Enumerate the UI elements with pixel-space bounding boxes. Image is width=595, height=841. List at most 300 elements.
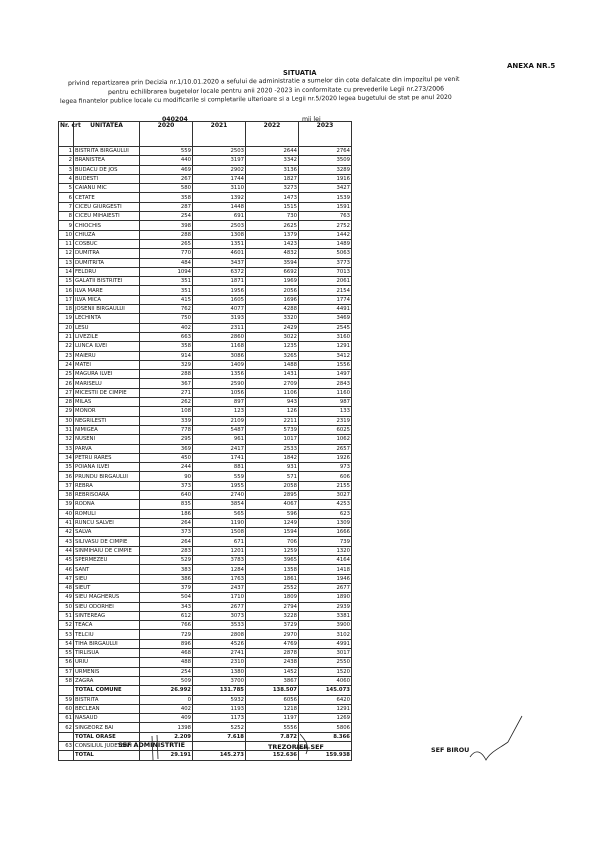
row-unit-name: MARISELU [74,379,140,388]
row-value-2023: 6025 [299,425,352,434]
row-value-2023: 2550 [299,658,352,667]
row-value-2023: 8.366 [299,732,352,741]
row-unit-name: TOTAL ORASE [74,732,140,741]
row-number: 45 [59,556,74,565]
row-value-2021: 2740 [193,490,246,499]
row-value-2021: 897 [193,398,246,407]
row-value-2021: 1351 [193,239,246,248]
row-number: 57 [59,667,74,676]
row-unit-name: BRANISTEA [74,156,140,165]
row-value-2021: 6372 [193,267,246,276]
row-unit-name: LESU [74,323,140,332]
row-unit-name: SANT [74,565,140,574]
col-2023: 2023 [299,122,352,147]
row-value-2021: 1193 [193,704,246,713]
row-value-2021: 1409 [193,360,246,369]
row-value-2022: 5556 [246,723,299,732]
row-value-2022: 1827 [246,174,299,183]
row-number: 36 [59,472,74,481]
row-value-2023: 1926 [299,453,352,462]
row-number: 63 [59,742,74,751]
row-value-2023: 2843 [299,379,352,388]
row-value-2022: 2211 [246,416,299,425]
row-number: 46 [59,565,74,574]
row-value-2020: 351 [140,277,193,286]
row-number: 11 [59,239,74,248]
row-number: 61 [59,714,74,723]
row-number: 10 [59,230,74,239]
row-unit-name: MAIERU [74,351,140,360]
row-value-2022: 1842 [246,453,299,462]
row-value-2023: 2657 [299,444,352,453]
row-value-2021: 2417 [193,444,246,453]
row-unit-name: CAIANU MIC [74,184,140,193]
row-value-2023: 1309 [299,518,352,527]
row-unit-name: NEGRILESTI [74,416,140,425]
row-value-2020: 373 [140,528,193,537]
row-value-2020: 1398 [140,723,193,732]
row-number: 12 [59,249,74,258]
row-number: 41 [59,518,74,527]
row-value-2021: 1168 [193,342,246,351]
row-value-2022: 1696 [246,295,299,304]
row-unit-name: DUMITRA [74,249,140,258]
row-value-2023: 1774 [299,295,352,304]
row-value-2022: 1379 [246,230,299,239]
row-value-2020: 265 [140,239,193,248]
row-value-2021: 1356 [193,370,246,379]
row-value-2022: 6692 [246,267,299,276]
signature-mark-left [152,735,158,760]
row-number: 37 [59,481,74,490]
row-value-2021: 1744 [193,174,246,183]
row-value-2023: 133 [299,407,352,416]
row-unit-name: ILVA MARE [74,286,140,295]
row-value-2022: 4067 [246,500,299,509]
row-value-2021: 2311 [193,323,246,332]
row-unit-name: PETRU RARES [74,453,140,462]
row-value-2023: 606 [299,472,352,481]
row-value-2022: 4832 [246,249,299,258]
row-unit-name: SIEU [74,574,140,583]
row-value-2020: 509 [140,676,193,685]
row-unit-name: SIEUT [74,583,140,592]
row-value-2023: 3027 [299,490,352,499]
row-number: 19 [59,314,74,323]
row-value-2021: 1284 [193,565,246,574]
row-value-2023: 159.938 [299,751,352,760]
row-number: 53 [59,630,74,639]
col-2021: 2021 [193,122,246,147]
row-value-2022: 1017 [246,435,299,444]
row-value-2021: 7.618 [193,732,246,741]
row-value-2022: 2429 [246,323,299,332]
row-value-2022: 931 [246,463,299,472]
row-value-2022: 4769 [246,639,299,648]
col-nr: Nr. crt [59,122,74,147]
row-value-2022: 3228 [246,611,299,620]
row-value-2022: 730 [246,212,299,221]
row-value-2022: 571 [246,472,299,481]
row-number: 22 [59,342,74,351]
row-value-2022: 2438 [246,658,299,667]
row-value-2021: 1056 [193,388,246,397]
row-unit-name: SPERMEZEU [74,556,140,565]
row-value-2020: 504 [140,593,193,602]
row-value-2021: 2310 [193,658,246,667]
row-value-2023: 1497 [299,370,352,379]
row-value-2020: 386 [140,574,193,583]
row-number: 43 [59,537,74,546]
row-number: 25 [59,370,74,379]
row-unit-name: NUSENI [74,435,140,444]
row-value-2020: 896 [140,639,193,648]
row-value-2023: 987 [299,398,352,407]
row-value-2021: 1956 [193,286,246,295]
row-value-2023: 5806 [299,723,352,732]
row-value-2022: 1809 [246,593,299,602]
row-value-2021: 881 [193,463,246,472]
row-value-2020: 262 [140,398,193,407]
row-value-2023: 3289 [299,165,352,174]
row-value-2023: 1291 [299,342,352,351]
row-value-2022: 2709 [246,379,299,388]
row-value-2021: 4526 [193,639,246,648]
header-line-3: legea finantelor publice locale cu modificarile si completarile ulterioare si a Legii nr.5/2020 legea bugetului de stat pe anul 2020 [60,93,452,105]
row-number: 5 [59,184,74,193]
row-unit-name: SINTEREAG [74,611,140,620]
row-value-2022: 6056 [246,695,299,704]
row-value-2021: 2590 [193,379,246,388]
row-value-2022: 943 [246,398,299,407]
row-value-2021: 2503 [193,147,246,156]
row-value-2023: 1269 [299,714,352,723]
row-value-2022: 2970 [246,630,299,639]
row-value-2023: 2752 [299,221,352,230]
row-value-2021: 2808 [193,630,246,639]
row-value-2023: 2155 [299,481,352,490]
row-value-2022: 3136 [246,165,299,174]
row-value-2023: 2545 [299,323,352,332]
row-value-2020: 580 [140,184,193,193]
row-value-2021: 1201 [193,546,246,555]
row-value-2020: 367 [140,379,193,388]
row-value-2022: 2533 [246,444,299,453]
row-number: 58 [59,676,74,685]
row-value-2022: 5739 [246,425,299,434]
row-value-2020: 450 [140,453,193,462]
row-unit-name: LIVEZILE [74,332,140,341]
row-value-2022: 1969 [246,277,299,286]
row-value-2023: 2677 [299,583,352,592]
row-value-2023: 1890 [299,593,352,602]
row-number: 28 [59,398,74,407]
row-number: 20 [59,323,74,332]
row-unit-name: CHIUZA [74,230,140,239]
row-value-2022: 1473 [246,193,299,202]
row-value-2022: 1515 [246,202,299,211]
row-value-2022: 3273 [246,184,299,193]
row-value-2020: 529 [140,556,193,565]
row-value-2022: 2644 [246,147,299,156]
row-value-2021: 3073 [193,611,246,620]
row-value-2021: 4077 [193,305,246,314]
row-unit-name: CHIOCHIS [74,221,140,230]
row-unit-name: RODNA [74,500,140,509]
row-number: 23 [59,351,74,360]
signature-label-right: SEF BIROU [431,746,470,754]
row-value-2021: 3193 [193,314,246,323]
row-number: 16 [59,286,74,295]
row-unit-name: REBRA [74,481,140,490]
row-unit-name: BISTRITA BIRGAULUI [74,147,140,156]
row-value-2023: 4491 [299,305,352,314]
row-number: 17 [59,295,74,304]
row-number: 59 [59,695,74,704]
row-value-2020: 351 [140,286,193,295]
row-unit-name: TIRLISUA [74,649,140,658]
row-value-2020: 402 [140,323,193,332]
row-value-2020: 358 [140,342,193,351]
row-number: 60 [59,704,74,713]
row-value-2023: 3427 [299,184,352,193]
col-2022: 2022 [246,122,299,147]
row-value-2022: 1235 [246,342,299,351]
row-value-2022: 3265 [246,351,299,360]
row-value-2022: 138.507 [246,686,299,695]
row-value-2021: 1308 [193,230,246,239]
row-value-2023: 3160 [299,332,352,341]
row-unit-name: CICEU GIURGESTI [74,202,140,211]
row-value-2023: 3900 [299,621,352,630]
row-value-2022: 2794 [246,602,299,611]
row-unit-name: SIEU ODORHEI [74,602,140,611]
row-value-2022: 1106 [246,388,299,397]
row-number: 21 [59,332,74,341]
row-number: 31 [59,425,74,434]
row-value-2021: 123 [193,407,246,416]
row-value-2023: 1489 [299,239,352,248]
row-value-2023: 145.073 [299,686,352,695]
row-value-2021: 131.785 [193,686,246,695]
row-value-2021: 961 [193,435,246,444]
signature-mark-right [470,716,522,760]
row-unit-name: POIANA ILVEI [74,463,140,472]
row-unit-name: MICESTII DE CIMPIE [74,388,140,397]
row-value-2020: 0 [140,695,193,704]
row-unit-name: BECLEAN [74,704,140,713]
row-number: 52 [59,621,74,630]
row-unit-name: DUMITRITA [74,258,140,267]
row-value-2021: 1508 [193,528,246,537]
row-number: 38 [59,490,74,499]
row-unit-name: TIHA BIRGAULUI [74,639,140,648]
row-unit-name: BISTRITA [74,695,140,704]
row-value-2021: 1871 [193,277,246,286]
row-unit-name: SINGEORZ BAI [74,723,140,732]
row-value-2020: 343 [140,602,193,611]
row-value-2023: 1520 [299,667,352,676]
row-value-2022: 596 [246,509,299,518]
row-value-2020: 398 [140,221,193,230]
row-value-2020: 914 [140,351,193,360]
row-value-2020: 329 [140,360,193,369]
row-value-2020: 559 [140,147,193,156]
row-value-2021: 4601 [193,249,246,258]
row-value-2020: 762 [140,305,193,314]
row-value-2020: 339 [140,416,193,425]
row-value-2023: 1418 [299,565,352,574]
row-number: 7 [59,202,74,211]
row-value-2020: 267 [140,174,193,183]
row-unit-name: FELDRU [74,267,140,276]
row-value-2023: 5063 [299,249,352,258]
col-2020: 2020 [140,122,193,147]
row-value-2023: 2319 [299,416,352,425]
row-value-2023: 3773 [299,258,352,267]
row-number: 4 [59,174,74,183]
row-value-2020: 468 [140,649,193,658]
row-value-2022: 2056 [246,286,299,295]
row-unit-name: MAGURA ILVEI [74,370,140,379]
unit-label: mii lei [302,116,321,123]
row-unit-name: LECHINTA [74,314,140,323]
row-unit-name: TOTAL [74,751,140,760]
row-value-2023: 2154 [299,286,352,295]
row-value-2020: 750 [140,314,193,323]
row-value-2022: 3342 [246,156,299,165]
row-value-2021: 3854 [193,500,246,509]
row-value-2020: 415 [140,295,193,304]
row-value-2020: 271 [140,388,193,397]
row-value-2022: 3965 [246,556,299,565]
row-unit-name: SIEU MAGHERUS [74,593,140,602]
row-value-2023: 4991 [299,639,352,648]
row-unit-name: BUDACU DE JOS [74,165,140,174]
row-value-2022: 2058 [246,481,299,490]
row-number: 15 [59,277,74,286]
row-number: 29 [59,407,74,416]
row-number: 62 [59,723,74,732]
row-value-2023: 6420 [299,695,352,704]
row-value-2023: 1320 [299,546,352,555]
row-value-2022: 1452 [246,667,299,676]
row-value-2022: 3594 [246,258,299,267]
row-value-2023: 739 [299,537,352,546]
row-value-2023: 1916 [299,174,352,183]
row-value-2021: 2741 [193,649,246,658]
row-value-2023: 1946 [299,574,352,583]
row-value-2023: 7013 [299,267,352,276]
row-number: 9 [59,221,74,230]
row-unit-name: JOSENII BIRGAULUI [74,305,140,314]
row-number: 39 [59,500,74,509]
row-unit-name: TEACA [74,621,140,630]
row-value-2023: 2061 [299,277,352,286]
row-value-2022: 1218 [246,704,299,713]
row-number: 13 [59,258,74,267]
row-unit-name: CETATE [74,193,140,202]
row-value-2021: 2677 [193,602,246,611]
row-value-2021: 691 [193,212,246,221]
row-value-2022: 3729 [246,621,299,630]
row-value-2020: 254 [140,212,193,221]
annex-label: ANEXA NR.5 [507,62,556,70]
row-unit-name: PRUNDU BIRGAULUI [74,472,140,481]
row-value-2020: 26.992 [140,686,193,695]
row-value-2021: 1190 [193,518,246,527]
row-unit-name: TOTAL COMUNE [74,686,140,695]
row-value-2020: 244 [140,463,193,472]
row-value-2023: 1160 [299,388,352,397]
row-number: 55 [59,649,74,658]
row-value-2023: 4253 [299,500,352,509]
row-number: 8 [59,212,74,221]
row-value-2021: 3700 [193,676,246,685]
row-value-2021: 1710 [193,593,246,602]
row-value-2020: 402 [140,704,193,713]
row-value-2023: 1291 [299,704,352,713]
row-value-2020: 288 [140,370,193,379]
row-value-2021: 2503 [193,221,246,230]
row-value-2023: 3102 [299,630,352,639]
row-number: 3 [59,165,74,174]
row-value-2021: 5487 [193,425,246,434]
row-number: 2 [59,156,74,165]
row-number: 56 [59,658,74,667]
row-value-2022: 3022 [246,332,299,341]
row-unit-name: ZAGRA [74,676,140,685]
row-value-2020: 358 [140,193,193,202]
row-value-2020: 469 [140,165,193,174]
row-value-2020: 29.191 [140,751,193,760]
row-value-2020: 373 [140,481,193,490]
budget-code: 040204 [162,116,188,123]
row-value-2020: 409 [140,714,193,723]
row-value-2023: 1062 [299,435,352,444]
row-number: 14 [59,267,74,276]
row-value-2020: 778 [140,425,193,434]
row-value-2022: 1861 [246,574,299,583]
row-unit-name: RUNCU SALVEI [74,518,140,527]
row-value-2022: 126 [246,407,299,416]
row-unit-name: CICEU MIHAIESTI [74,212,140,221]
row-value-2022: 7.872 [246,732,299,741]
row-value-2020: 383 [140,565,193,574]
row-value-2021: 1605 [193,295,246,304]
row-unit-name: SILIVASU DE CIMPIE [74,537,140,546]
header-line-1: privind repartizarea prin Decizia nr.1/10.01.2020 a sefului de administratie a sumelor din cote defalcate din impozitul pe venit [68,75,460,87]
row-value-2023: 4060 [299,676,352,685]
row-value-2021: 1763 [193,574,246,583]
row-value-2020: 663 [140,332,193,341]
row-value-2021: 1448 [193,202,246,211]
row-value-2021: 1380 [193,667,246,676]
row-value-2022: 2878 [246,649,299,658]
row-value-2021: 1955 [193,481,246,490]
row-unit-name: MONOR [74,407,140,416]
row-number: 35 [59,463,74,472]
row-value-2022: 3320 [246,314,299,323]
row-value-2020: 369 [140,444,193,453]
row-number: 18 [59,305,74,314]
row-number: 24 [59,360,74,369]
row-number: 49 [59,593,74,602]
row-value-2023: 3469 [299,314,352,323]
row-value-2020: 283 [140,546,193,555]
row-number: 51 [59,611,74,620]
signature-mark-mid [296,734,310,754]
